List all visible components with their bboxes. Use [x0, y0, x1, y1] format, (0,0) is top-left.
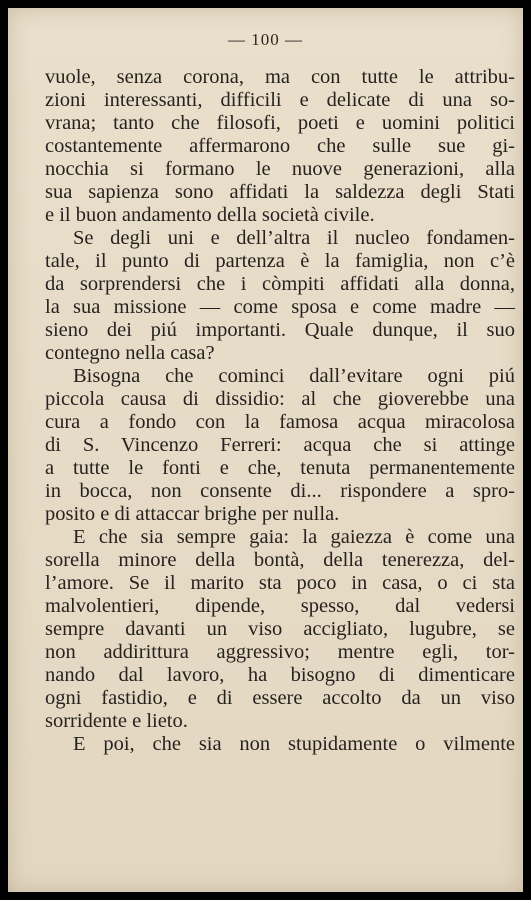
text-line: in bocca, non consente di... rispondere a spro- — [45, 480, 515, 502]
text-line: da sorprendersi che i còmpiti affidati alla donna, — [45, 273, 515, 295]
text-line: vuole, senza corona, ma con tutte le attribu- — [45, 66, 515, 88]
text-line: zioni interessanti, difficili e delicate di una so- — [45, 89, 515, 111]
text-line: Bisogna che cominci dall’evitare ogni piú — [73, 365, 515, 387]
text-line: sempre davanti un viso accigliato, lugubre, se — [45, 618, 515, 640]
body-text — [45, 66, 515, 756]
text-line: posito e di attaccar brighe per nulla. — [45, 503, 340, 525]
text-line: cura a fondo con la famosa acqua miracolosa — [45, 411, 515, 433]
text-line: tale, il punto di partenza è la famiglia, non c’è — [45, 250, 515, 272]
text-line: sieno dei piú importanti. Quale dunque, il suo — [45, 319, 515, 341]
text-line: e il buon andamento della società civile. — [45, 204, 375, 226]
text-line: contegno nella casa? — [45, 342, 215, 364]
text-line: non addirittura aggressivo; mentre egli, tor- — [45, 641, 515, 663]
text-line: ogni fastidio, e di essere accolto da un viso — [45, 687, 515, 709]
text-line: costantemente affermarono che sulle sue gi- — [45, 135, 515, 157]
text-line: piccola causa di dissidio: al che gioverebbe una — [45, 388, 515, 410]
text-line: nocchia si formano le nuove generazioni, alla — [45, 158, 515, 180]
text-line: malvolentieri, dipende, spesso, dal vedersi — [45, 595, 515, 617]
text-line: sua sapienza sono affidati la saldezza degli Stati — [45, 181, 515, 203]
book-page — [8, 8, 523, 892]
text-line: la sua missione — come sposa e come madre — — [45, 296, 515, 318]
text-line: nando dal lavoro, ha bisogno di dimenticare — [45, 664, 515, 686]
text-line: di S. Vincenzo Ferreri: acqua che si attinge — [45, 434, 515, 456]
text-line: sorella minore della bontà, della tenerezza, del- — [45, 549, 515, 571]
page-number: — 100 — — [228, 30, 303, 49]
text-line: vrana; tanto che filosofi, poeti e uomini politici — [45, 112, 515, 134]
text-line: a tutte le fonti e che, tenuta permanentemente — [45, 457, 515, 479]
text-line: E poi, che sia non stupidamente o vilmente — [73, 733, 515, 755]
text-line: Se degli uni e dell’altra il nucleo fondamen- — [73, 227, 515, 249]
text-line: sorridente e lieto. — [45, 710, 188, 732]
text-line: l’amore. Se il marito sta poco in casa, o ci sta — [45, 572, 515, 594]
text-line: E che sia sempre gaia: la gaiezza è come una — [73, 526, 515, 548]
